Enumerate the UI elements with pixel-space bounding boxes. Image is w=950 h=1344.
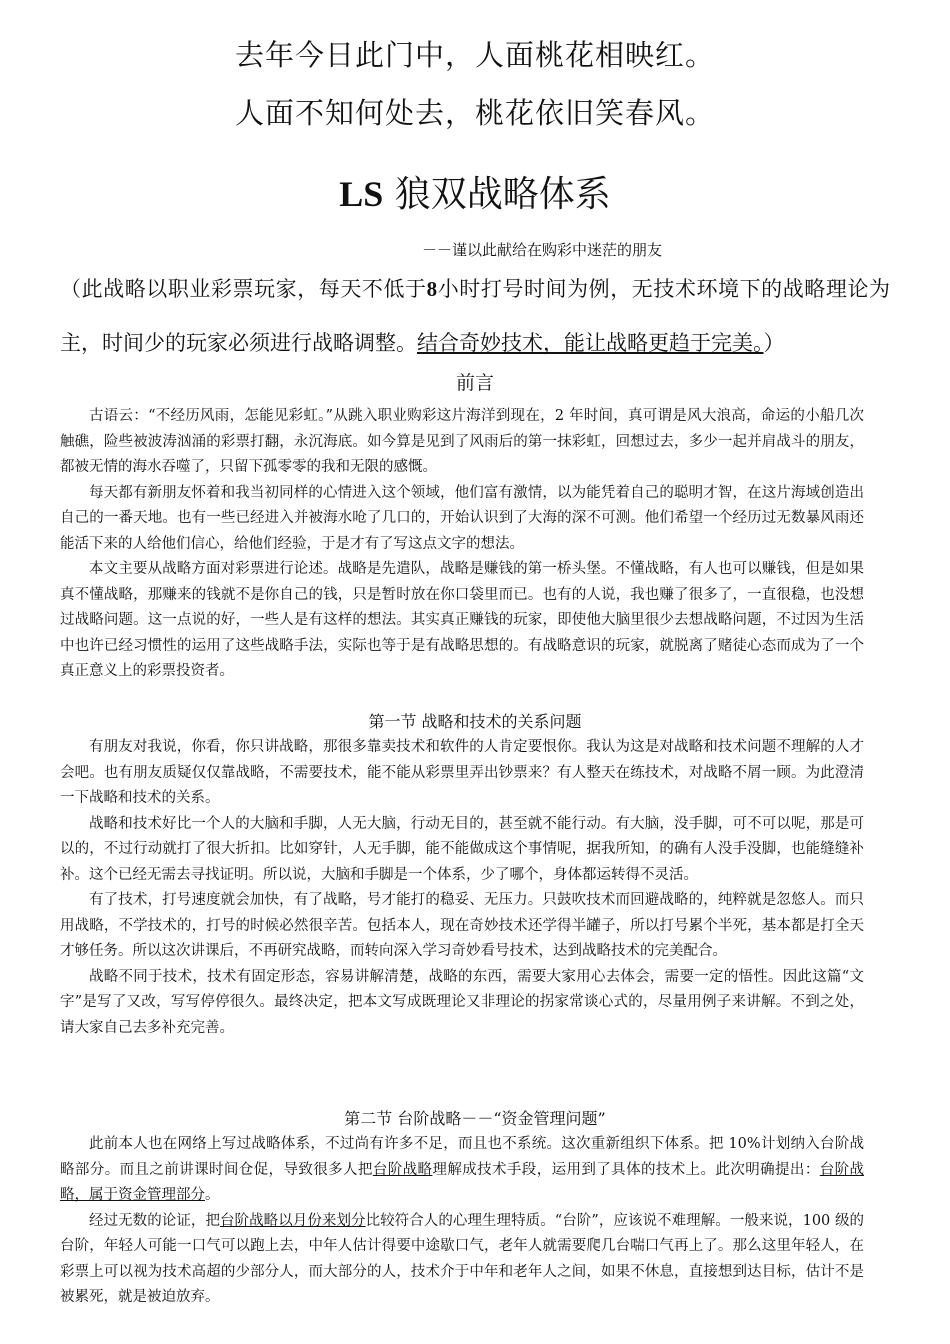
intro-underlined: 结合奇妙技术，能让战略更趋于完美。 <box>417 331 764 355</box>
section2-paragraph <box>60 1132 864 1209</box>
intro-close: ） <box>763 331 785 355</box>
section2-heading: 第二节 台阶战略－－“资金管理问题” <box>344 1109 606 1128</box>
title-chinese: 狼双战略体系 <box>394 174 611 215</box>
s2p1-underline-1: 台阶战略 <box>372 1161 433 1178</box>
preface-heading: 前言 <box>455 372 494 394</box>
intro-text-1: （此战略以职业彩票玩家，每天不低于 <box>60 277 427 301</box>
preface-paragraph: 每天都有新朋友怀着和我当初同样的心情进入这个领域，他们富有激情，以为能凭着自己的聪明才智，在这片海域创造出自己的一番天地。也有一些已经进入并被海水呛了几口的，开始认识到了大海的深不可测。他们希望一个经历过无数暴风雨还能活下来的人给他们信心，给他们经验，于是才有了写这点文字的想法。 <box>60 484 864 552</box>
dedication: －－谨以此献给在购彩中迷茫的朋友 <box>422 241 663 259</box>
section1-paragraph: 有了技术，打号速度就会加快，有了战略，号才能打的稳妥、无压力。只鼓吹技术而回避战略的，纯粹就是忽悠人。而只用战略，不学技术的，打号的时候必然很辛苦。包括本人，现在奇妙技术还学得半罐子，所以打号累个半死，基本都是打全天才够任务。所以这次讲课后，不再研究战略，而转向深入学习奇妙看号技术，达到战略技术的完美配合。 <box>60 892 864 959</box>
poem-line-1: 去年今日此门中，人面桃花相映红。 <box>234 38 715 72</box>
preface-body <box>60 404 864 685</box>
s2p1-text-c: 。 <box>205 1187 220 1203</box>
intro-paragraph <box>60 262 890 370</box>
title-latin: LS <box>339 174 384 214</box>
document-title <box>0 168 950 221</box>
preface-paragraph: 古语云：“不经历风雨，怎能见彩虹。”从跳入职业购彩这片海洋到现在，2 年时间，真可谓是风大浪高，命运的小船几次触礁，险些被波涛汹涌的彩票打翻，永沉海底。如今算是见到了风雨后的第一抹彩虹，回想过去，多少一起并肩战斗的朋友，都被无情的海水吞噬了，只留下孤零零的我和无限的感慨。 <box>60 408 864 475</box>
s2p1-underline-2: 台阶战略，属于资金管理部分 <box>60 1161 865 1203</box>
poem-line-2: 人面不知何处去，桃花依旧笑春风。 <box>234 96 715 130</box>
s2p1-text-b: 理解成技术手段，运用到了具体的技术上。此次明确提出： <box>432 1161 820 1178</box>
s2p2-text-a: 经过无数的论证，把 <box>89 1212 220 1229</box>
poem <box>0 26 950 142</box>
section1-paragraph: 战略和技术好比一个人的大脑和手脚，人无大脑，行动无目的，甚至就不能行动。有大脑，没手脚，可不可以呢，那是可以的，不过行动就打了很大折扣。比如穿针，人无手脚，能不能做成这个事情呢，据我所知，的确有人没手没脚，也能缝缝补补。这个已经无需去寻找证明。所以说，大脑和手脚是一个体系，少了哪个，身体都运转得不灵活。 <box>60 815 864 883</box>
s2p1-text-a: 此前本人也在网络上写过战略体系，不过尚有许多不足，而且也不系统。这次重新组织下体系。把 10%计划纳入台阶战略部分。而且之前讲课时间仓促，导致很多人把 <box>60 1136 864 1178</box>
section1-heading: 第一节 战略和技术的关系问题 <box>368 712 582 731</box>
section2-paragraph <box>60 1209 864 1311</box>
intro-hours: 8 <box>426 277 438 301</box>
preface-paragraph: 本文主要从战略方面对彩票进行论述。战略是先遣队，战略是赚钱的第一桥头堡。不懂战略，有人也可以赚钱，但是如果真不懂战略，那赚来的钱就不是你自己的钱，只是暂时放在你口袋里而已。也有的人说，我也赚了很多了，一直很稳，也没想过战略问题。这一点说的好，一些人是有这样的想法。其实真正赚钱的玩家，即使他大脑里很少去想战略问题，不过因为生活中也许已经习惯性的运用了这些战略手法，实际也等于是有战略思想的。有战略意识的玩家，就脱离了赌徒心态而成为了一个真正意义上的彩票投资者。 <box>60 561 864 679</box>
s2p2-underline: 台阶战略以月份来划分 <box>220 1212 366 1229</box>
intro-text-2: 小时打号时间为例，无技术环境下的战略理论为主，时间少的玩家必须进行战略调整。 <box>60 277 891 355</box>
section1-body <box>60 735 864 1041</box>
section1-paragraph: 战略不同于技术，技术有固定形态，容易讲解清楚，战略的东西，需要大家用心去体会，需要一定的悟性。因此这篇“文字”是写了又改，写写停停很久。最终决定，把本文写成既理论又非理论的拐家常谈心式的，尽量用例子来讲解。不到之处，请大家自己去多补充完善。 <box>60 968 864 1036</box>
section2-body <box>60 1132 864 1311</box>
s2p2-text-b: 比较符合人的心理生理特质。“台阶”，应该说不难理解。一般来说，100 级的台阶，年轻人可能一口气可以跑上去，中年人估计得要中途歇口气，老年人就需要爬几台喘口气再上了。那么这里年轻人，在彩票上可以视为技术高超的少部分人，而大部分的人，技术介于中年和老年人之间，如果不休息，直接想到达目标，估计不是被累死，就是被迫放弃。 <box>60 1212 865 1305</box>
section1-paragraph: 有朋友对我说，你看，你只讲战略，那很多靠卖技术和软件的人肯定要恨你。我认为这是对战略和技术问题不理解的人才会吧。也有朋友质疑仅仅靠战略，不需要技术，能不能从彩票里弄出钞票来？有人整天在练技术，对战略不屑一顾。为此澄清一下战略和技术的关系。 <box>60 739 864 806</box>
